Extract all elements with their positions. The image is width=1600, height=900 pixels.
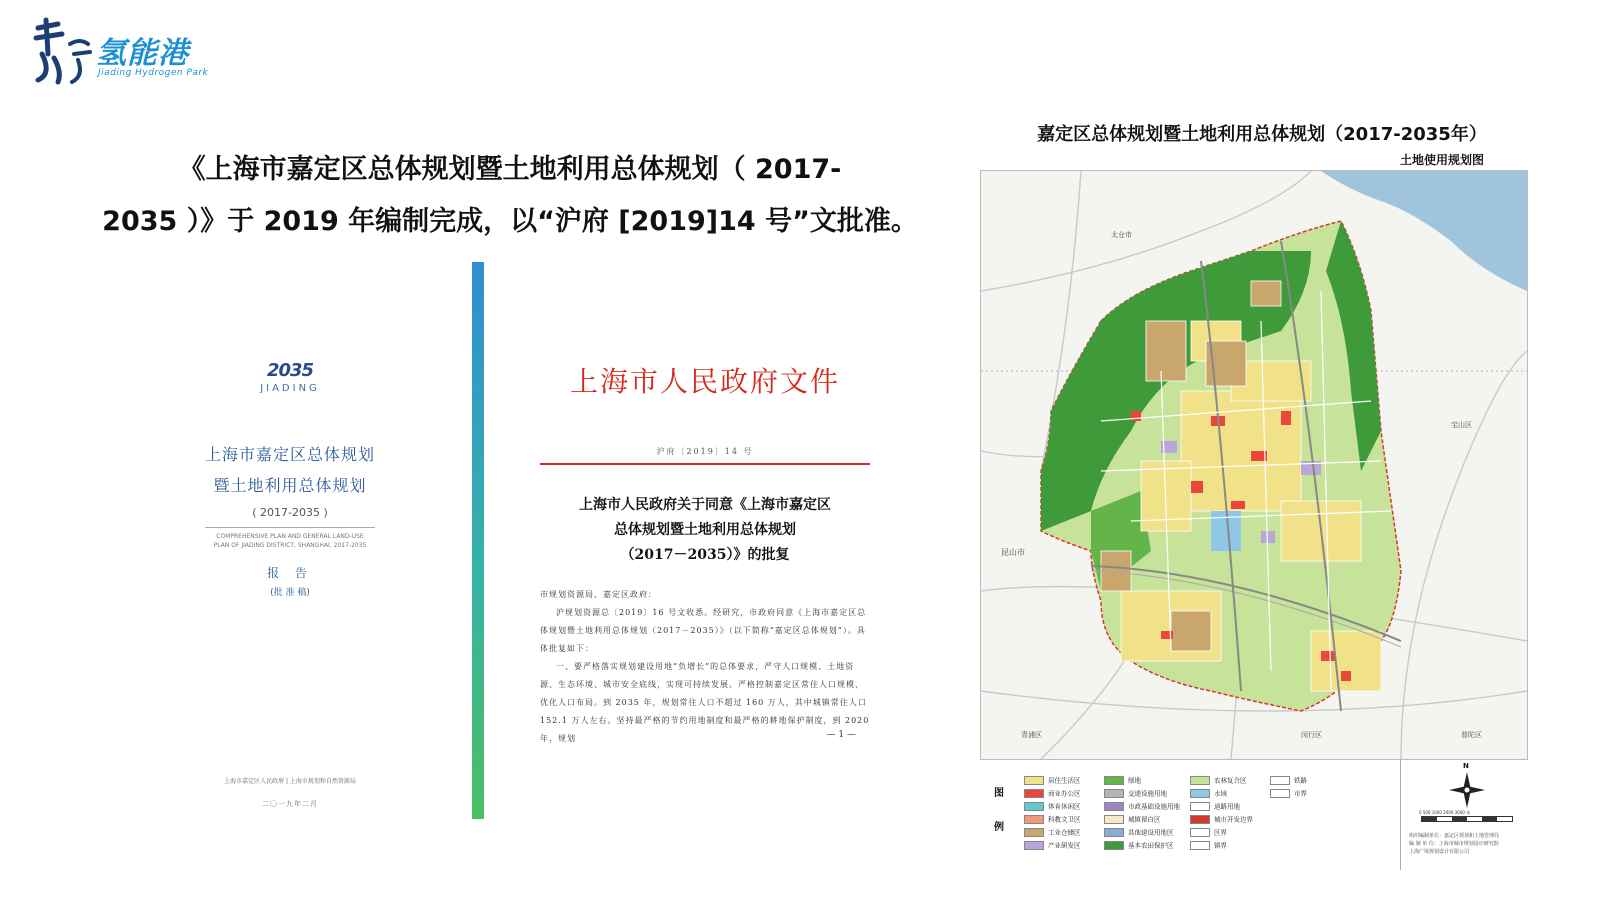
credit-line-2: 编 制 单 位：上海市城市规划设计研究院 [1409, 841, 1499, 847]
legend-label-tu: 图 [994, 788, 1004, 799]
cover-title-line-1: 上海市嘉定区总体规划 [204, 445, 375, 464]
cover-report-label: 报 告 [267, 566, 313, 580]
legend-swatch [1190, 815, 1210, 824]
legend-item [1024, 815, 1081, 824]
legend-swatch [1104, 828, 1124, 837]
brand-name: 氢能港 [96, 36, 189, 71]
legend-swatch [1190, 841, 1210, 850]
page-number: — 1 — [826, 730, 856, 740]
map-drawing [981, 171, 1527, 759]
map-label-taicang: 太仓市 [1111, 231, 1132, 239]
legend-item-label: 体育休闲区 [1048, 802, 1081, 811]
legend-swatch [1024, 776, 1044, 785]
legend-item [1190, 776, 1247, 785]
map-label-kunshan: 昆山市 [1001, 548, 1025, 557]
calligraphy-logo-icon [28, 14, 98, 86]
legend-item [1104, 789, 1167, 798]
legend-item [1190, 802, 1240, 811]
legend-swatch [1104, 776, 1124, 785]
government-document [540, 350, 870, 790]
legend-item-label: 镇界 [1214, 841, 1227, 850]
map-label-baoshan: 宝山区 [1451, 421, 1472, 429]
legend-item [1190, 789, 1227, 798]
legend-item [1104, 802, 1180, 811]
legend-swatch [1270, 776, 1290, 785]
cover-organizations: 上海市嘉定区人民政府 | 上海市规划和自然资源局 [224, 778, 356, 785]
reply-title-line-2: 总体规划暨土地利用总体规划 [614, 522, 796, 538]
brand-name-english: Jiading Hydrogen Park [98, 68, 209, 78]
legend-item-label: 水域 [1214, 789, 1227, 798]
report-cover [195, 360, 385, 808]
cover-year: 2035 [266, 360, 314, 381]
legend-swatch [1024, 828, 1044, 837]
cover-years: ( 2017-2035 ) [252, 506, 328, 519]
map-subtitle: 土地使用规划图 [1400, 153, 1485, 167]
legend-item [1270, 789, 1307, 798]
reply-paragraph-2: 一、要严格落实规划建设用地“负增长”的总体要求，严守人口规模、土地资源、生态环境、城市安全底线，实现可持续发展。严格控制嘉定区常住人口规模，优化人口布局。到 2035 年，规划常住人口不超过 160 万人，其中城镇常住人口 152.1 万人左右。坚持最严格的节约用地制度和最严格的耕地保护制度，到 2020 年，规划 [540, 662, 870, 743]
legend-swatch [1104, 789, 1124, 798]
legend-item-label: 市政基础设施用地 [1128, 802, 1180, 811]
legend-swatch [1024, 841, 1044, 850]
gov-doc-number: 沪府〔2019〕14 号 [656, 447, 754, 456]
legend-item-label: 铁路 [1294, 776, 1307, 785]
legend-swatch [1024, 789, 1044, 798]
legend-label-li: 例 [994, 822, 1004, 833]
legend-item-label: 其他建设用地区 [1128, 828, 1174, 837]
reply-title-line-3: （2017－2035）》的批复 [620, 547, 790, 563]
legend-item [1190, 828, 1227, 837]
scale-bar [1421, 816, 1513, 822]
map-label-qingpu: 青浦区 [1021, 731, 1042, 739]
legend-swatch [1270, 789, 1290, 798]
reply-addressee: 市规划资源局、嘉定区政府： [540, 590, 657, 599]
legend-item [1104, 828, 1174, 837]
map-credits [1409, 832, 1499, 856]
logo [28, 14, 228, 86]
legend-item-label: 市界 [1294, 789, 1307, 798]
cover-english-title: COMPREHENSIVE PLAN AND GENERAL LAND-USE PLAN OF JIADING DISTRICT, SHANGHAI, 2017-2035 [213, 533, 367, 549]
legend-swatch [1024, 802, 1044, 811]
legend-item-label: 商业办公区 [1048, 789, 1081, 798]
headline-line-2: 2035 ）》于 2019 年编制完成，以“沪府 [2019]14 号”文批准。 [102, 206, 918, 237]
legend-item [1270, 776, 1307, 785]
legend-item-label: 城市开发边界 [1214, 815, 1253, 824]
cover-divider [205, 527, 375, 528]
map-label-putuo: 普陀区 [1461, 731, 1482, 739]
legend-item-label: 居住生活区 [1048, 776, 1081, 785]
cover-title-line-2: 暨土地利用总体规划 [213, 476, 367, 495]
legend-item-label: 城镇留白区 [1128, 815, 1161, 824]
legend-swatch [1190, 828, 1210, 837]
cover-approved-label: (批 准 稿) [270, 588, 310, 598]
map-legend [980, 760, 1526, 870]
reply-paragraph-1: 沪规划资源总〔2019〕16 号文收悉。经研究，市政府同意《上海市嘉定区总体规划暨土地利用总体规划（2017－2035）》（以下简称“嘉定区总体规划”）。具体批复如下： [540, 608, 867, 653]
gradient-divider [472, 262, 484, 819]
map-label-minhang: 闵行区 [1301, 731, 1322, 739]
legend-item-label: 基本农田保护区 [1128, 841, 1174, 850]
headline [70, 144, 950, 248]
cover-district: JIADING [260, 383, 320, 394]
credit-line-1: 组织编制单位：嘉定区规划和土地管理局 [1409, 833, 1500, 839]
cover-date: 二〇一九年二月 [262, 800, 318, 808]
legend-item [1104, 815, 1161, 824]
legend-item [1190, 841, 1227, 850]
legend-swatch [1104, 802, 1124, 811]
compass-icon [1447, 770, 1487, 810]
legend-item-label: 科教文卫区 [1048, 815, 1081, 824]
legend-swatch [1104, 841, 1124, 850]
legend-item-label: 道路用地 [1214, 802, 1240, 811]
land-use-map [980, 170, 1528, 760]
reply-title-line-1: 上海市人民政府关于同意《上海市嘉定区 [579, 497, 831, 513]
legend-item [1104, 841, 1174, 850]
legend-item-label: 区界 [1214, 828, 1227, 837]
legend-item [1024, 841, 1081, 850]
legend-right-panel [1400, 760, 1527, 870]
legend-item [1024, 789, 1081, 798]
legend-item-label: 产业研发区 [1048, 841, 1081, 850]
legend-item [1104, 776, 1141, 785]
credit-line-3: 上海广境规划设计有限公司 [1409, 849, 1470, 855]
legend-item-label: 交通设施用地 [1128, 789, 1167, 798]
map-title: 嘉定区总体规划暨土地利用总体规划（2017-2035年） [1037, 124, 1487, 145]
legend-swatch [1024, 815, 1044, 824]
legend-item [1024, 776, 1081, 785]
headline-line-1: 《上海市嘉定区总体规划暨土地利用总体规划（ 2017- [178, 154, 842, 185]
legend-item-label: 工业仓储区 [1048, 828, 1081, 837]
gov-doc-header: 上海市人民政府文件 [569, 365, 840, 398]
legend-swatch [1190, 789, 1210, 798]
scale-bar-label: 0 500 1000 2000 3000 米 [1419, 810, 1471, 815]
legend-swatch [1190, 776, 1210, 785]
legend-item-label: 农林复合区 [1214, 776, 1247, 785]
legend-item [1190, 815, 1253, 824]
legend-item [1024, 828, 1081, 837]
legend-swatch [1104, 815, 1124, 824]
legend-swatch [1190, 802, 1210, 811]
legend-item-label: 绿地 [1128, 776, 1141, 785]
gov-doc-red-line [540, 463, 870, 465]
legend-item [1024, 802, 1081, 811]
compass-north-label: N [1463, 762, 1469, 770]
